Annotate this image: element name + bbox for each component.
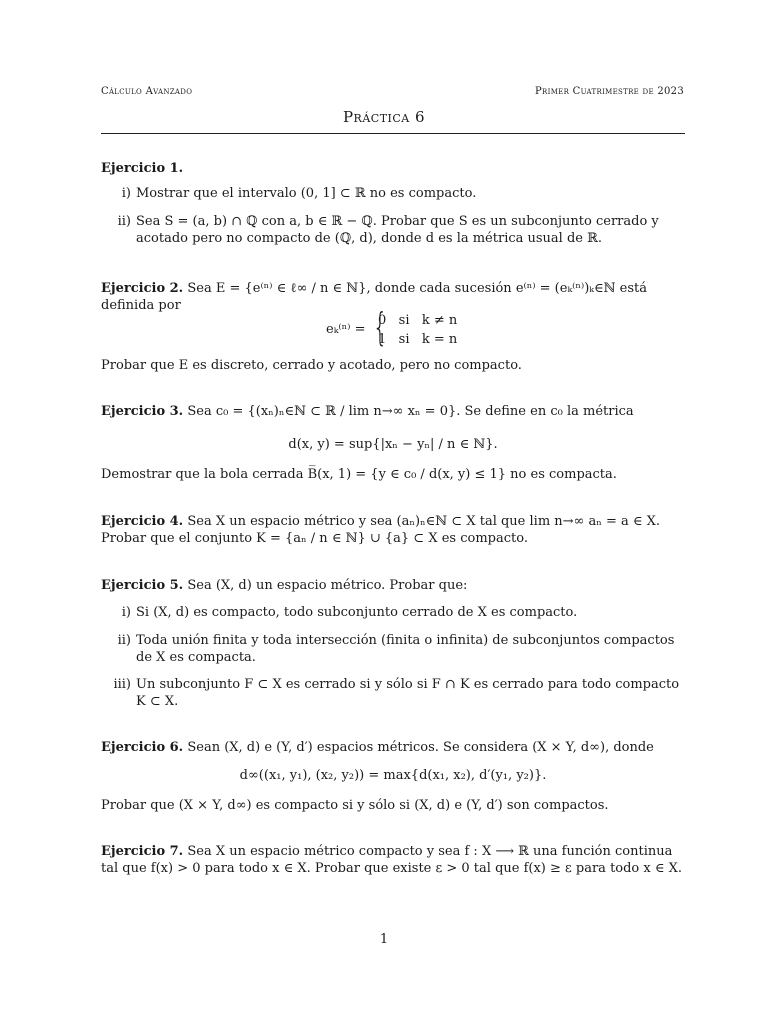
item-number: ii) <box>117 633 131 648</box>
case-row-2: 1 si k = n <box>378 332 458 347</box>
exercise-1-heading: Ejercicio 1. <box>101 161 184 176</box>
exercise-3-conclusion <box>101 466 687 483</box>
exercise-2-heading: Ejercicio 2. <box>101 281 184 296</box>
item-text: Mostrar que el intervalo (0, 1] ⊂ ℝ no es compacto. <box>136 186 477 201</box>
page-title: Práctica 6 <box>342 108 426 126</box>
left-brace-icon: { <box>372 305 388 349</box>
exercise-4 <box>101 513 687 547</box>
exercise-5-text: Sea (X, d) un espacio métrico. Probar que: <box>187 578 468 593</box>
course-name: Cálculo Avanzado <box>101 86 193 97</box>
exercise-3-after: Demostrar que la bola cerrada B̅(x, 1) = {y ∈ c₀ / d(x, y) ≤ 1} no es compacta. <box>101 467 617 482</box>
exercise-2-after: Probar que E es discreto, cerrado y acotado, pero no compacto. <box>101 358 522 373</box>
exercise-6-conclusion <box>101 797 687 814</box>
case-row-1: 0 si k ≠ n <box>378 313 458 328</box>
exercise-6-heading: Ejercicio 6. <box>101 740 184 755</box>
exercise-6-after: Probar que (X × Y, d∞) es compacto si y sólo si (X, d) e (Y, d′) son compactos. <box>101 798 609 813</box>
exercise-3 <box>101 403 687 420</box>
exercise-7-heading: Ejercicio 7. <box>101 844 184 859</box>
item-number: iii) <box>113 677 131 692</box>
item-number: i) <box>121 605 131 620</box>
exercise-7 <box>101 843 687 877</box>
piecewise-lhs: eₖ⁽ⁿ⁾ = <box>326 322 366 337</box>
exercise-3-formula: d(x, y) = sup{|xₙ − yₙ| / n ∈ ℕ}. <box>288 437 498 452</box>
item-text: Si (X, d) es compacto, todo subconjunto cerrado de X es compacto. <box>136 605 578 620</box>
item-number: ii) <box>117 214 131 229</box>
title-rule <box>101 133 685 134</box>
exercise-2 <box>101 280 687 314</box>
exercise-3-text: Sea c₀ = {(xₙ)ₙ∈ℕ ⊂ ℝ / lim n→∞ xₙ = 0}. Se define en c₀ la métrica <box>187 404 634 419</box>
exercise-6-text: Sean (X, d) e (Y, d′) espacios métricos. Se considera (X × Y, d∞), donde <box>187 740 654 755</box>
page-number: 1 <box>379 932 389 947</box>
item-number: i) <box>121 186 131 201</box>
term-label: Primer Cuatrimestre de 2023 <box>535 86 684 97</box>
exercise-3-heading: Ejercicio 3. <box>101 404 184 419</box>
exercise-4-heading: Ejercicio 4. <box>101 514 184 529</box>
exercise-6 <box>101 739 687 756</box>
exercise-4-text: Sea X un espacio métrico y sea (aₙ)ₙ∈ℕ ⊂ X tal que lim n→∞ aₙ = a ∈ X. Probar que el conjunto K = {aₙ / n ∈ ℕ} ∪ {a} ⊂ X es compacto. <box>101 514 661 546</box>
item-text: Un subconjunto F ⊂ X es cerrado si y sólo si F ∩ K es cerrado para todo compacto K ⊂ X. <box>136 677 680 709</box>
item-text: Sea S = (a, b) ∩ ℚ con a, b ∈ ℝ − ℚ. Probar que S es un subconjunto cerrado y acotado pero no compacto de (ℚ, d), donde d es la métrica usual de ℝ. <box>136 214 659 246</box>
exercise-1 <box>101 160 687 177</box>
exercise-2-conclusion <box>101 357 687 374</box>
exercise-6-formula: d∞((x₁, y₁), (x₂, y₂)) = max{d(x₁, x₂), d′(y₁, y₂)}. <box>239 768 547 783</box>
exercise-2-text: Sea E = {e⁽ⁿ⁾ ∈ ℓ∞ / n ∈ ℕ}, donde cada sucesión e⁽ⁿ⁾ = (eₖ⁽ⁿ⁾)ₖ∈ℕ está definida por <box>101 281 647 313</box>
exercise-5 <box>101 577 687 594</box>
exercise-7-text: Sea X un espacio métrico compacto y sea f : X ⟶ ℝ una función continua tal que f(x) > 0 para todo x ∈ X. Probar que existe ε > 0 tal que f(x) ≥ ε para todo x ∈ X. <box>101 844 683 876</box>
exercise-5-heading: Ejercicio 5. <box>101 578 184 593</box>
item-text: Toda unión finita y toda intersección (finita o infinita) de subconjuntos compactos de X es compacta. <box>136 633 675 665</box>
piecewise-definition <box>326 305 526 351</box>
